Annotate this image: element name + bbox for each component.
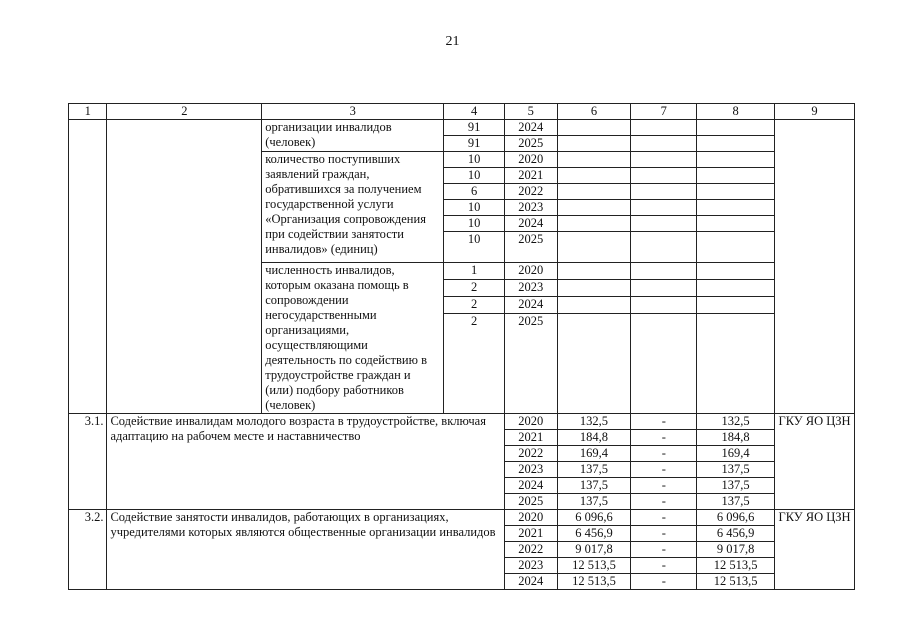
year-cell: 2025 — [504, 494, 557, 510]
amount-cell: 12 513,5 — [697, 574, 775, 590]
year-cell: 2022 — [504, 184, 557, 200]
amount-cell: 184,8 — [557, 430, 631, 446]
indicator-value: 10 — [444, 232, 505, 263]
empty-cell — [697, 120, 775, 136]
executor-cell: ГКУ ЯО ЦЗН — [775, 510, 855, 590]
indicator-value: 10 — [444, 152, 505, 168]
amount-cell: 132,5 — [697, 414, 775, 430]
dash-cell: - — [631, 430, 697, 446]
executor-cell: ГКУ ЯО ЦЗН — [775, 414, 855, 510]
col-header: 5 — [504, 104, 557, 120]
dash-cell: - — [631, 462, 697, 478]
indicator-value: 1 — [444, 263, 505, 280]
empty-cell — [697, 216, 775, 232]
indicator-value: 2 — [444, 313, 505, 413]
dash-cell: - — [631, 542, 697, 558]
empty-cell — [631, 296, 697, 313]
dash-cell: - — [631, 510, 697, 526]
amount-cell: 9 017,8 — [697, 542, 775, 558]
year-cell: 2024 — [504, 574, 557, 590]
amount-cell: 137,5 — [697, 462, 775, 478]
year-cell: 2023 — [504, 558, 557, 574]
year-cell: 2025 — [504, 136, 557, 152]
year-cell: 2023 — [504, 200, 557, 216]
amount-cell: 132,5 — [557, 414, 631, 430]
indicator-value: 10 — [444, 216, 505, 232]
empty-cell — [697, 296, 775, 313]
empty-cell — [557, 263, 631, 280]
empty-cell — [631, 263, 697, 280]
item-number: 3.2. — [69, 510, 107, 590]
year-cell: 2024 — [504, 120, 557, 136]
year-cell: 2025 — [504, 313, 557, 413]
indicator-value: 91 — [444, 120, 505, 136]
amount-cell: 6 456,9 — [557, 526, 631, 542]
amount-cell: 12 513,5 — [697, 558, 775, 574]
empty-cell — [631, 279, 697, 296]
empty-cell — [631, 136, 697, 152]
empty-cell — [697, 200, 775, 216]
empty-cell — [631, 120, 697, 136]
indicator-value: 2 — [444, 279, 505, 296]
year-cell: 2021 — [504, 430, 557, 446]
empty-cell — [631, 313, 697, 413]
year-cell: 2022 — [504, 446, 557, 462]
amount-cell: 137,5 — [557, 462, 631, 478]
year-cell: 2020 — [504, 263, 557, 280]
empty-cell — [557, 313, 631, 413]
amount-cell: 6 456,9 — [697, 526, 775, 542]
empty-cell — [557, 184, 631, 200]
indicator-text: численность инвалидов, которым оказана помощь в сопровождении негосударственными организациями, осуществляющими деятельность по содействию в трудоустройстве граждан и (или) подбору работников (человек) — [262, 263, 444, 414]
event-cell — [107, 120, 262, 414]
empty-cell — [697, 279, 775, 296]
amount-cell: 169,4 — [697, 446, 775, 462]
col-header: 1 — [69, 104, 107, 120]
dash-cell: - — [631, 414, 697, 430]
year-cell: 2023 — [504, 279, 557, 296]
amount-cell: 137,5 — [697, 478, 775, 494]
amount-cell: 9 017,8 — [557, 542, 631, 558]
amount-cell: 6 096,6 — [557, 510, 631, 526]
empty-cell — [697, 263, 775, 280]
year-cell: 2021 — [504, 526, 557, 542]
empty-cell — [557, 296, 631, 313]
col-header: 2 — [107, 104, 262, 120]
empty-cell — [557, 216, 631, 232]
col-header: 7 — [631, 104, 697, 120]
indicator-value: 10 — [444, 168, 505, 184]
item-title: Содействие занятости инвалидов, работающих в организациях, учредителями которых являются общественные организации инвалидов — [107, 510, 505, 590]
program-table — [68, 103, 855, 590]
col-header: 9 — [775, 104, 855, 120]
empty-cell — [557, 200, 631, 216]
table-row — [69, 414, 855, 430]
col-header: 8 — [697, 104, 775, 120]
table-row — [69, 510, 855, 526]
executor-cell — [775, 120, 855, 414]
dash-cell: - — [631, 574, 697, 590]
empty-cell — [557, 168, 631, 184]
amount-cell: 6 096,6 — [697, 510, 775, 526]
col-header: 3 — [262, 104, 444, 120]
empty-cell — [631, 184, 697, 200]
indicator-text: количество поступивших заявлений граждан, обратившихся за получением государственной услуги «Организация сопровождения при содействии занятости инвалидов» (единиц) — [262, 152, 444, 263]
empty-cell — [697, 152, 775, 168]
num-cell — [69, 120, 107, 414]
table-row — [69, 120, 855, 136]
year-cell: 2024 — [504, 216, 557, 232]
empty-cell — [557, 120, 631, 136]
year-cell: 2022 — [504, 542, 557, 558]
year-cell: 2024 — [504, 296, 557, 313]
empty-cell — [631, 168, 697, 184]
col-header: 4 — [444, 104, 505, 120]
indicator-value: 10 — [444, 200, 505, 216]
empty-cell — [697, 313, 775, 413]
empty-cell — [697, 232, 775, 263]
indicator-value: 91 — [444, 136, 505, 152]
indicator-text: организации инвалидов (человек) — [262, 120, 444, 152]
amount-cell: 137,5 — [557, 494, 631, 510]
col-header: 6 — [557, 104, 631, 120]
empty-cell — [697, 136, 775, 152]
amount-cell: 12 513,5 — [557, 558, 631, 574]
empty-cell — [697, 168, 775, 184]
item-title: Содействие инвалидам молодого возраста в трудоустройстве, включая адаптацию на рабочем месте и наставничество — [107, 414, 505, 510]
indicator-value: 2 — [444, 296, 505, 313]
page-number: 21 — [445, 34, 460, 49]
dash-cell: - — [631, 446, 697, 462]
empty-cell — [557, 279, 631, 296]
indicator-value: 6 — [444, 184, 505, 200]
amount-cell: 12 513,5 — [557, 574, 631, 590]
empty-cell — [631, 152, 697, 168]
empty-cell — [557, 152, 631, 168]
amount-cell: 169,4 — [557, 446, 631, 462]
year-cell: 2020 — [504, 414, 557, 430]
amount-cell: 137,5 — [697, 494, 775, 510]
year-cell: 2021 — [504, 168, 557, 184]
year-cell: 2020 — [504, 152, 557, 168]
empty-cell — [631, 232, 697, 263]
dash-cell: - — [631, 558, 697, 574]
dash-cell: - — [631, 494, 697, 510]
item-number: 3.1. — [69, 414, 107, 510]
year-cell: 2024 — [504, 478, 557, 494]
empty-cell — [631, 216, 697, 232]
year-cell: 2023 — [504, 462, 557, 478]
amount-cell: 184,8 — [697, 430, 775, 446]
year-cell: 2020 — [504, 510, 557, 526]
year-cell: 2025 — [504, 232, 557, 263]
empty-cell — [697, 184, 775, 200]
empty-cell — [631, 200, 697, 216]
empty-cell — [557, 232, 631, 263]
dash-cell: - — [631, 478, 697, 494]
amount-cell: 137,5 — [557, 478, 631, 494]
empty-cell — [557, 136, 631, 152]
dash-cell: - — [631, 526, 697, 542]
column-number-row — [69, 104, 855, 120]
